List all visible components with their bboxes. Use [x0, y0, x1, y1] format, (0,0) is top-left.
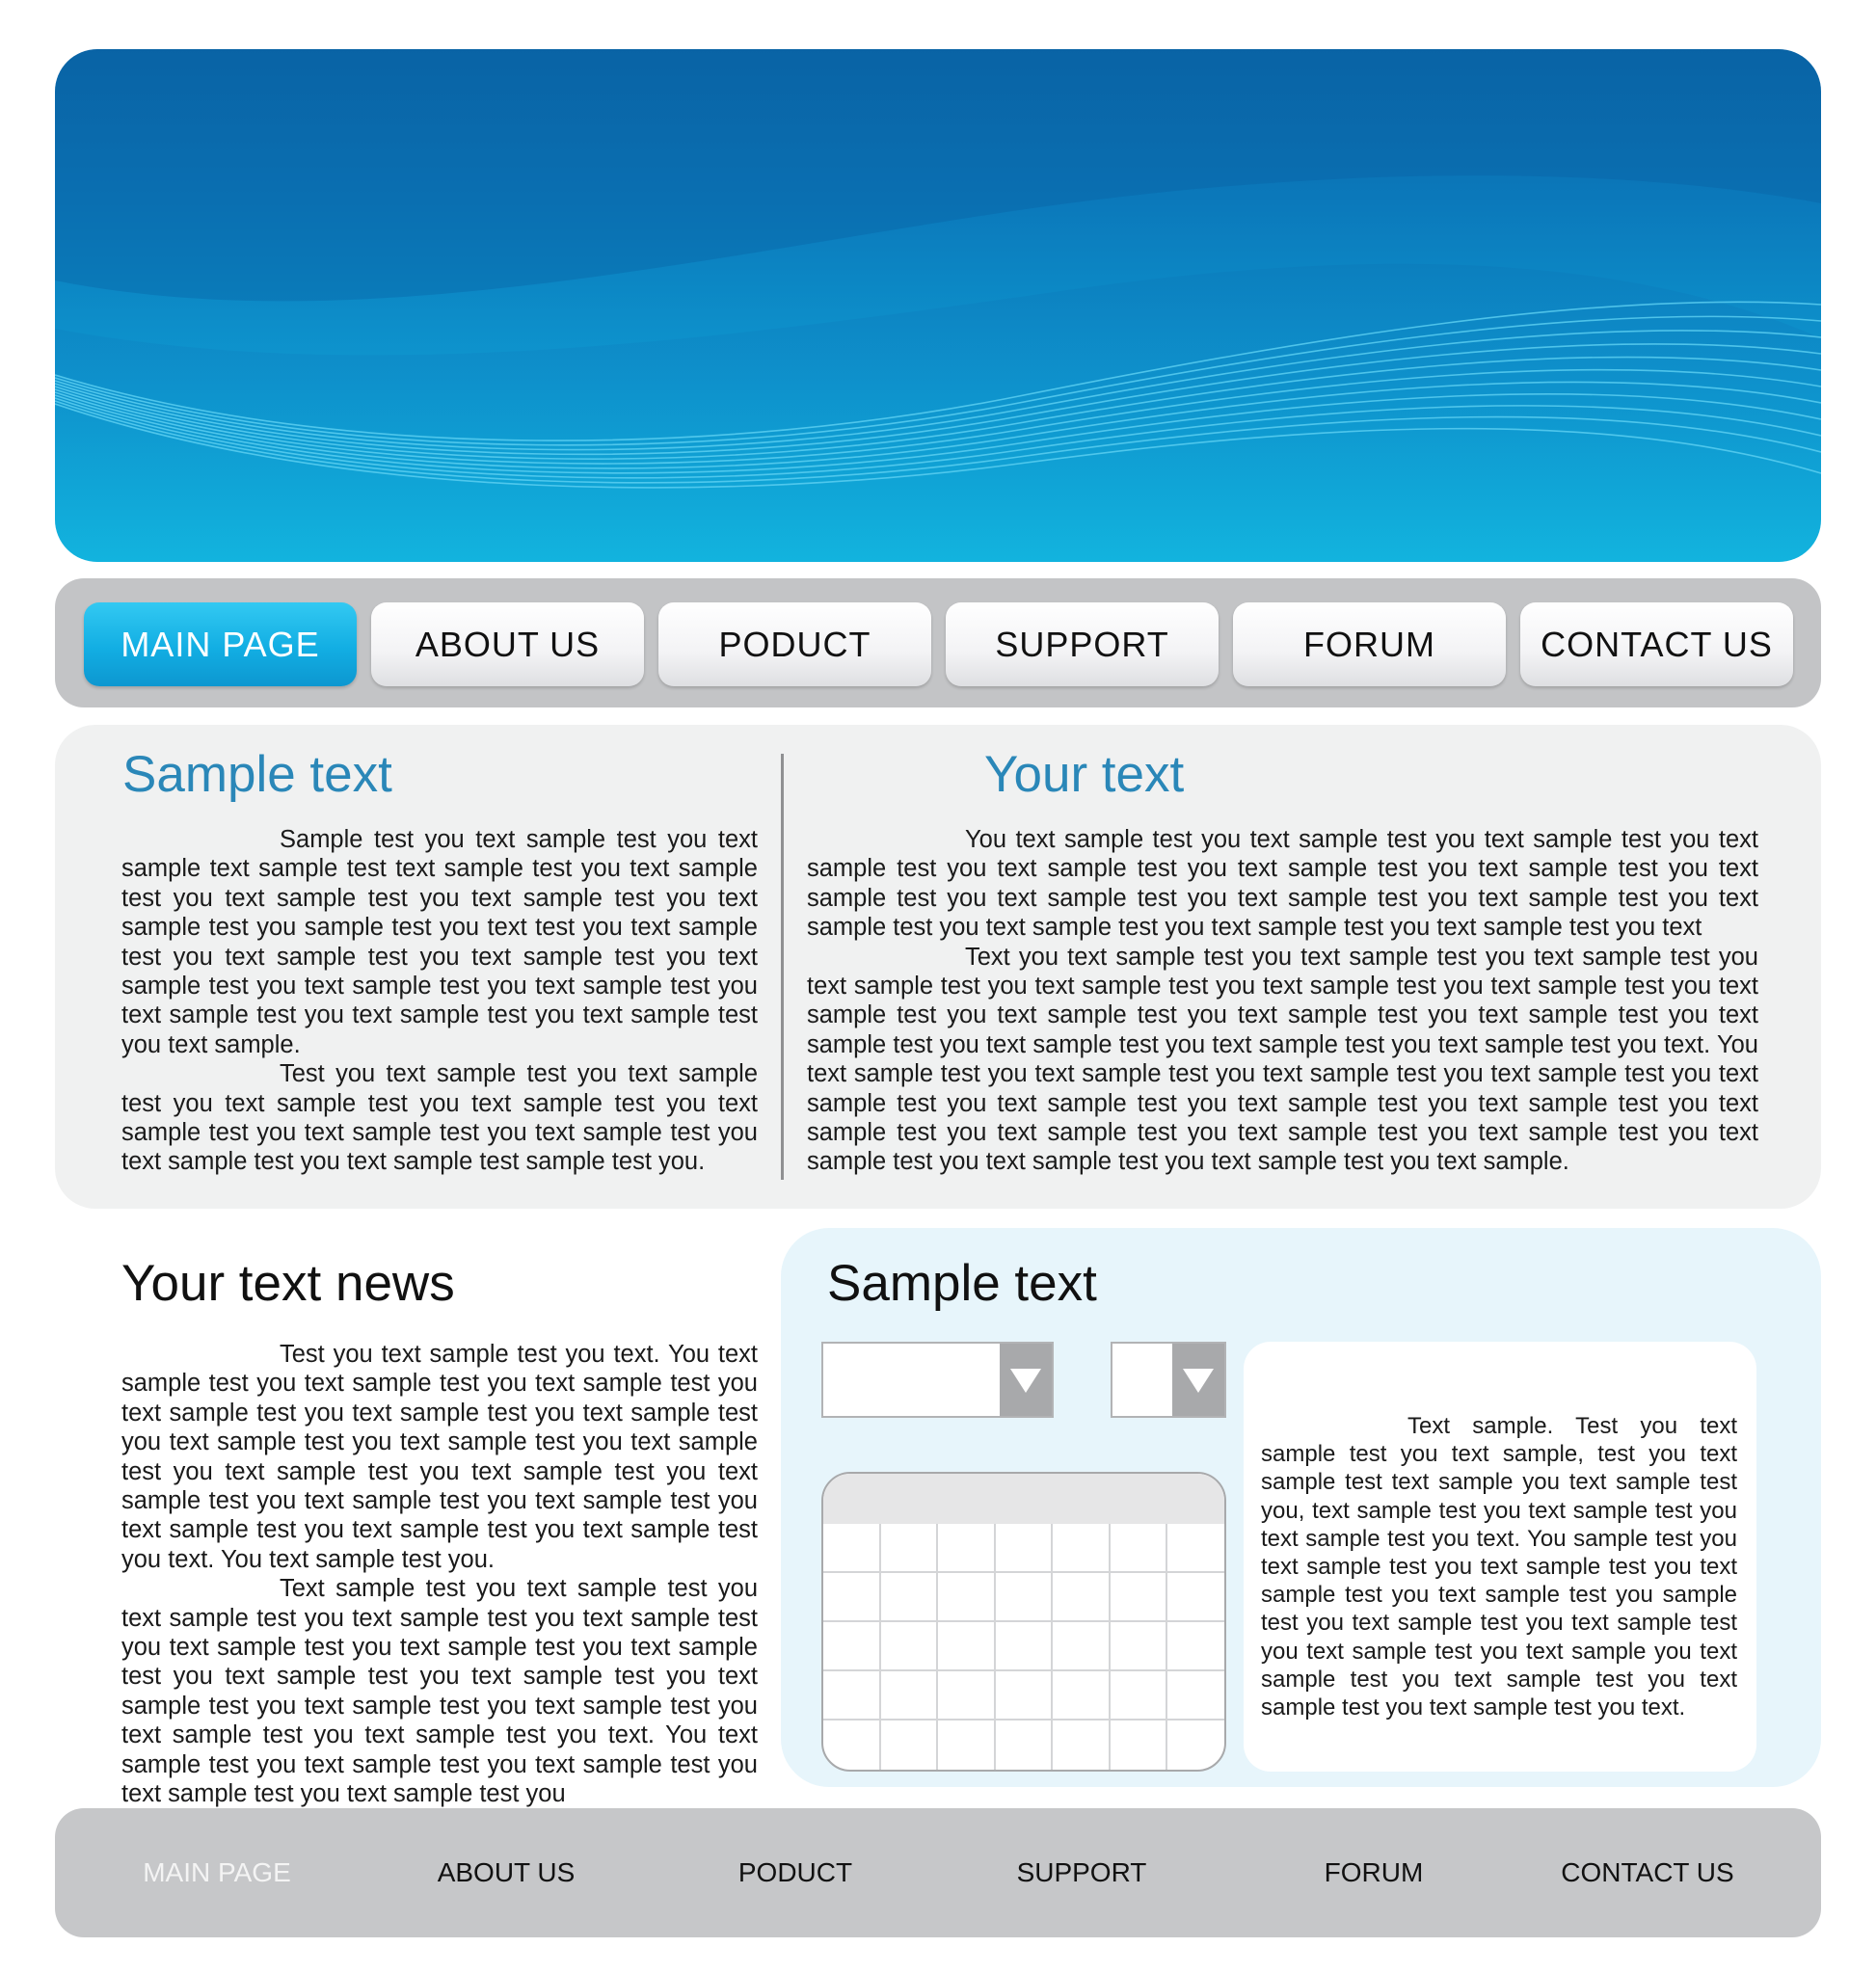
footer-about-us-link[interactable]: ABOUT US [437, 1857, 576, 1887]
nav-support-button[interactable]: SUPPORT [946, 602, 1219, 686]
left-paragraph-1: Sample test you text sample test you text sample text sample test text sample test you text sample test you text sample test you text sample test you text sample test you sample test you text test you text sample test you text sample test you text sample test you text sample test you text sample test you text sample test you text sample test you text sample test you text sample test you text sample. [121, 826, 758, 1058]
banner-wave-graphic [55, 49, 1821, 562]
footer-product-link[interactable]: PODUCT [737, 1857, 853, 1887]
news-paragraph-2: Text sample test you text sample test you text sample test you text sample test you text sample test you text sample test you text sample test you text sample test you text sample test you text sample test you text sample test you text sample test you text sample test you text sample test you text sample test you text. You text sample test you text sample test you text sample test you text sample test you text sample test you [121, 1575, 758, 1808]
left-paragraph-2: Test you text sample test you text sample test you text sample test you text sample test you text sample test you text sample test you text sample test you text sample test you text sample test sample test you. [121, 1060, 758, 1176]
dropdown-select-1[interactable] [821, 1342, 1054, 1418]
widget-text-body [1261, 1412, 1737, 1721]
footer-support-link[interactable]: SUPPORT [1016, 1857, 1147, 1887]
header-banner [55, 49, 1821, 562]
right-paragraph-2: Text you text sample test you text sample test you text sample test you text sample test you text sample test you text sample test you text sample test you text sample test you text sample test you text sample test you text sample test you text sample test you text sample test you text sample test you text sample test you text. You text sample test you text sample test you text sample test you text sample test you text sample test you text sample test you text sample test you text sample test you text sample test you text sample test you text sample test you text sample test you text sample test you text sample test you text sample test you text sample. [807, 943, 1758, 1176]
right-column-body [807, 825, 1758, 1177]
nav-product-button[interactable]: PODUCT [658, 602, 931, 686]
news-body [121, 1340, 758, 1809]
column-divider [781, 754, 784, 1180]
nav-main-page-button[interactable]: MAIN PAGE [84, 602, 357, 686]
widget-title: Sample text [827, 1255, 1097, 1312]
dropdown-1-chevron-down-icon[interactable] [1000, 1344, 1052, 1416]
dropdown-select-2[interactable] [1111, 1342, 1226, 1418]
calendar-header [823, 1474, 1224, 1524]
footer-main-page-link[interactable]: MAIN PAGE [143, 1857, 291, 1887]
dropdown-2-chevron-down-icon[interactable] [1172, 1344, 1224, 1416]
calendar-widget[interactable] [821, 1472, 1226, 1772]
widget-text-box [1244, 1342, 1756, 1772]
footer-forum-link[interactable]: FORUM [1324, 1857, 1424, 1887]
nav-forum-button[interactable]: FORUM [1233, 602, 1506, 686]
news-paragraph-1: Test you text sample test you text. You text sample test you text sample test you text sample test you text sample test you text sample test you text sample test you text sample test you text sample test you text sample test you text sample test you text sample test you text sample test you text sample test you text sample test you text sample test you text sample test you text sample test you text. You text sample test you. [121, 1341, 758, 1573]
footer-contact-us-link[interactable]: CONTACT US [1561, 1857, 1734, 1887]
calendar-grid[interactable] [823, 1524, 1224, 1772]
nav-about-us-button[interactable]: ABOUT US [371, 602, 644, 686]
widget-paragraph: Text sample. Test you text sample test you text sample, test you text sample test text sample you text sample test you, text sample test you text sample test you text sample test you text. You sample test you text sample test you text sample test you text sample test you text sample test you sample test you text sample test you text sample test you text sample test you text sample you text sample test you text sample test you text sample test you text sample test you text. [1261, 1413, 1737, 1721]
right-column-title: Your text [984, 746, 1185, 803]
right-paragraph-1: You text sample test you text sample test you text sample test you text sample test you text sample test you text sample test you text sample test you text sample test you text sample test you text sample test you text sample test you text sample test you text sample test you text sample test you text sample test you text [807, 826, 1758, 942]
left-column-body [121, 825, 758, 1177]
nav-contact-us-button[interactable]: CONTACT US [1520, 602, 1793, 686]
left-column-title: Sample text [122, 746, 392, 803]
news-title: Your text news [121, 1255, 455, 1312]
